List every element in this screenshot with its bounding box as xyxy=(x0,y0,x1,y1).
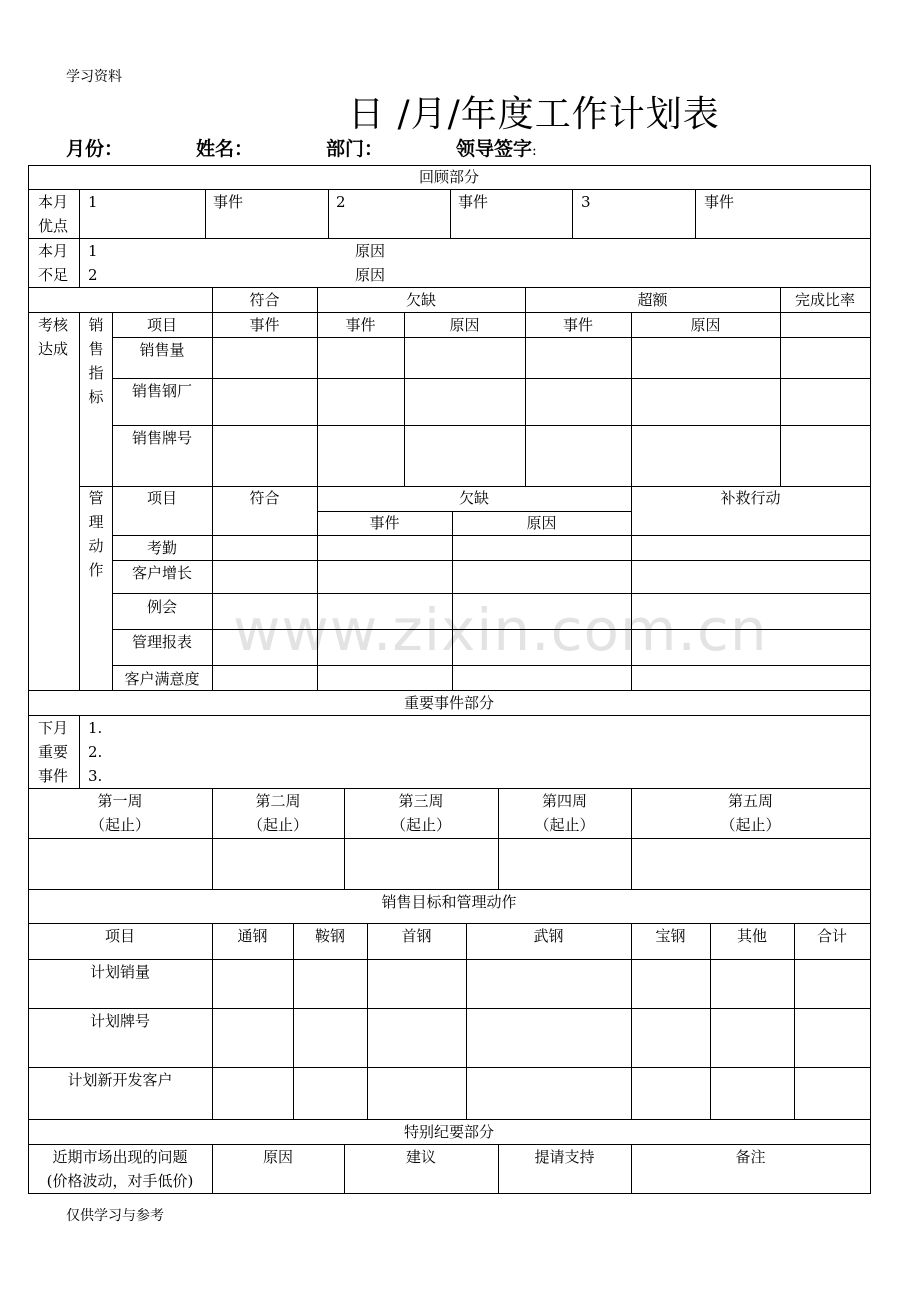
name-label: 姓名： xyxy=(196,138,254,160)
important-label-2: 重要 xyxy=(38,743,69,761)
week-3-range: （起止） xyxy=(390,816,451,834)
targets-col-wugang: 武钢 xyxy=(533,927,564,945)
strengths-label-2: 优点 xyxy=(38,217,69,235)
sales-col-event-2: 事件 xyxy=(345,316,376,334)
table-hline xyxy=(112,629,871,630)
table-vline xyxy=(695,189,696,239)
table-vline xyxy=(212,486,213,691)
page-title: 日 /月/年度工作计划表 xyxy=(348,94,720,135)
targets-row-2: 计划牌号 xyxy=(89,1012,150,1030)
table-hline xyxy=(28,838,871,839)
table-vline xyxy=(525,312,526,487)
mgmt-row-5: 客户满意度 xyxy=(124,670,200,688)
week-4-range: （起止） xyxy=(534,816,595,834)
mgmt-row-3: 例会 xyxy=(146,598,177,616)
special-col-remarks: 备注 xyxy=(735,1148,766,1166)
table-hline xyxy=(112,560,871,561)
table-vline xyxy=(79,189,80,288)
table-hline xyxy=(112,593,871,594)
table-vline xyxy=(631,923,632,1120)
targets-col-other: 其他 xyxy=(736,927,767,945)
weakness-reason-label-1: 原因 xyxy=(355,242,386,260)
table-vline xyxy=(450,189,451,239)
sales-vlabel-2: 售 xyxy=(88,340,104,358)
sales-col-event-3: 事件 xyxy=(562,316,593,334)
sales-vlabel-3: 指 xyxy=(88,364,104,382)
targets-row-1: 计划销量 xyxy=(89,963,150,981)
sales-col-reason-2: 原因 xyxy=(690,316,721,334)
table-vline xyxy=(710,923,711,1120)
sales-col-event: 事件 xyxy=(249,316,280,334)
table-vline xyxy=(293,923,294,1120)
targets-col-baogang: 宝钢 xyxy=(655,927,686,945)
targets-row-3: 计划新开发客户 xyxy=(67,1071,173,1089)
targets-col-angang: 鞍钢 xyxy=(314,927,345,945)
sales-vlabel-1: 销 xyxy=(88,316,104,334)
table-vline xyxy=(572,189,573,239)
table-vline xyxy=(205,189,206,239)
mgmt-row-4: 管理报表 xyxy=(131,633,192,651)
strength-num-2: 2 xyxy=(336,193,346,211)
mgmt-row-2: 客户增长 xyxy=(131,564,192,582)
month-label: 月份： xyxy=(66,138,124,160)
important-label-3: 事件 xyxy=(38,767,69,785)
sales-row-3: 销售牌号 xyxy=(131,429,192,447)
table-hline xyxy=(112,425,871,426)
table-vline xyxy=(328,189,329,239)
important-label-1: 下月 xyxy=(38,719,69,737)
table-vline xyxy=(317,312,318,487)
special-issue-label-2: (价格波动，对手低价) xyxy=(46,1172,194,1190)
strength-event-label-3: 事件 xyxy=(704,193,735,211)
important-item-3: 3. xyxy=(88,767,103,785)
sales-col-reason: 原因 xyxy=(449,316,480,334)
review-section-title: 回顾部分 xyxy=(418,168,479,186)
mgmt-vlabel-3: 动 xyxy=(88,537,104,555)
table-hline xyxy=(112,665,871,666)
table-vline xyxy=(780,312,781,487)
assessment-side-label-1: 考核 xyxy=(38,316,69,334)
week-4-name: 第四周 xyxy=(541,792,587,810)
table-hline xyxy=(28,715,871,716)
strengths-label-1: 本月 xyxy=(38,193,69,211)
weakness-num-2: 2 xyxy=(88,266,98,284)
weakness-num-1: 1 xyxy=(88,242,98,260)
shortfall-header: 欠缺 xyxy=(405,291,436,309)
important-item-1: 1. xyxy=(88,719,103,737)
targets-col-shougang: 首钢 xyxy=(401,927,432,945)
week-1-name: 第一周 xyxy=(97,792,143,810)
dept-label: 部门： xyxy=(326,138,384,160)
week-3-name: 第三周 xyxy=(398,792,444,810)
completion-header: 完成比率 xyxy=(794,291,855,309)
sales-row-2: 销售钢厂 xyxy=(131,382,192,400)
table-hline xyxy=(112,535,871,536)
important-item-2: 2. xyxy=(88,743,103,761)
table-vline xyxy=(466,923,467,1120)
targets-col-item: 项目 xyxy=(104,927,135,945)
footer-note: 仅供学习与参考 xyxy=(66,1208,164,1224)
sales-col-item: 项目 xyxy=(146,316,177,334)
signature-label: 领导签字: xyxy=(456,138,537,160)
weakness-label-1: 本月 xyxy=(38,242,69,260)
table-vline xyxy=(870,165,871,1194)
excess-header: 超额 xyxy=(637,291,668,309)
table-vline xyxy=(212,312,213,487)
week-2-name: 第二周 xyxy=(255,792,301,810)
strength-num-1: 1 xyxy=(88,193,98,211)
mgmt-col-remedy: 补救行动 xyxy=(720,489,781,507)
table-vline xyxy=(631,486,632,691)
special-issue-label-1: 近期市场出现的问题 xyxy=(52,1148,188,1166)
table-hline xyxy=(28,1193,871,1194)
match-header: 符合 xyxy=(249,291,280,309)
table-vline xyxy=(404,312,405,487)
mgmt-col-reason: 原因 xyxy=(526,514,557,532)
strength-event-label-1: 事件 xyxy=(213,193,244,211)
mgmt-vlabel-2: 理 xyxy=(88,513,104,531)
targets-col-tonggang: 通钢 xyxy=(237,927,268,945)
important-section-title: 重要事件部分 xyxy=(403,694,494,712)
special-col-reason: 原因 xyxy=(262,1148,293,1166)
table-vline xyxy=(212,923,213,1120)
week-2-range: （起止） xyxy=(247,816,308,834)
table-hline xyxy=(112,337,871,338)
assessment-side-label-2: 达成 xyxy=(38,340,69,358)
table-vline xyxy=(631,312,632,487)
special-col-suggestion: 建议 xyxy=(405,1148,436,1166)
targets-section-title: 销售目标和管理动作 xyxy=(381,893,517,911)
special-section-title: 特别纪要部分 xyxy=(403,1123,494,1141)
mgmt-row-1: 考勤 xyxy=(146,539,177,557)
week-5-range: （起止） xyxy=(720,816,781,834)
mgmt-col-match: 符合 xyxy=(249,489,280,507)
table-hline xyxy=(112,378,871,379)
targets-col-total: 合计 xyxy=(816,927,847,945)
mgmt-col-item: 项目 xyxy=(146,489,177,507)
sales-row-1: 销售量 xyxy=(139,341,185,359)
weakness-reason-label-2: 原因 xyxy=(355,266,386,284)
watermark: www.zixin.com.cn xyxy=(233,596,768,664)
strength-num-3: 3 xyxy=(581,193,591,211)
mgmt-col-event: 事件 xyxy=(369,514,400,532)
table-vline xyxy=(367,923,368,1120)
table-vline xyxy=(794,923,795,1120)
mgmt-col-shortfall: 欠缺 xyxy=(458,489,489,507)
week-5-name: 第五周 xyxy=(727,792,773,810)
mgmt-vlabel-4: 作 xyxy=(88,561,104,579)
sales-vlabel-4: 标 xyxy=(88,388,104,406)
table-vline xyxy=(28,165,29,1194)
mgmt-vlabel-1: 管 xyxy=(88,489,104,507)
special-col-support: 提请支持 xyxy=(534,1148,595,1166)
week-1-range: （起止） xyxy=(89,816,150,834)
header-note: 学习资料 xyxy=(66,69,122,85)
table-vline xyxy=(452,511,453,691)
table-vline xyxy=(79,715,80,789)
strength-event-label-2: 事件 xyxy=(458,193,489,211)
weakness-label-2: 不足 xyxy=(38,266,69,284)
